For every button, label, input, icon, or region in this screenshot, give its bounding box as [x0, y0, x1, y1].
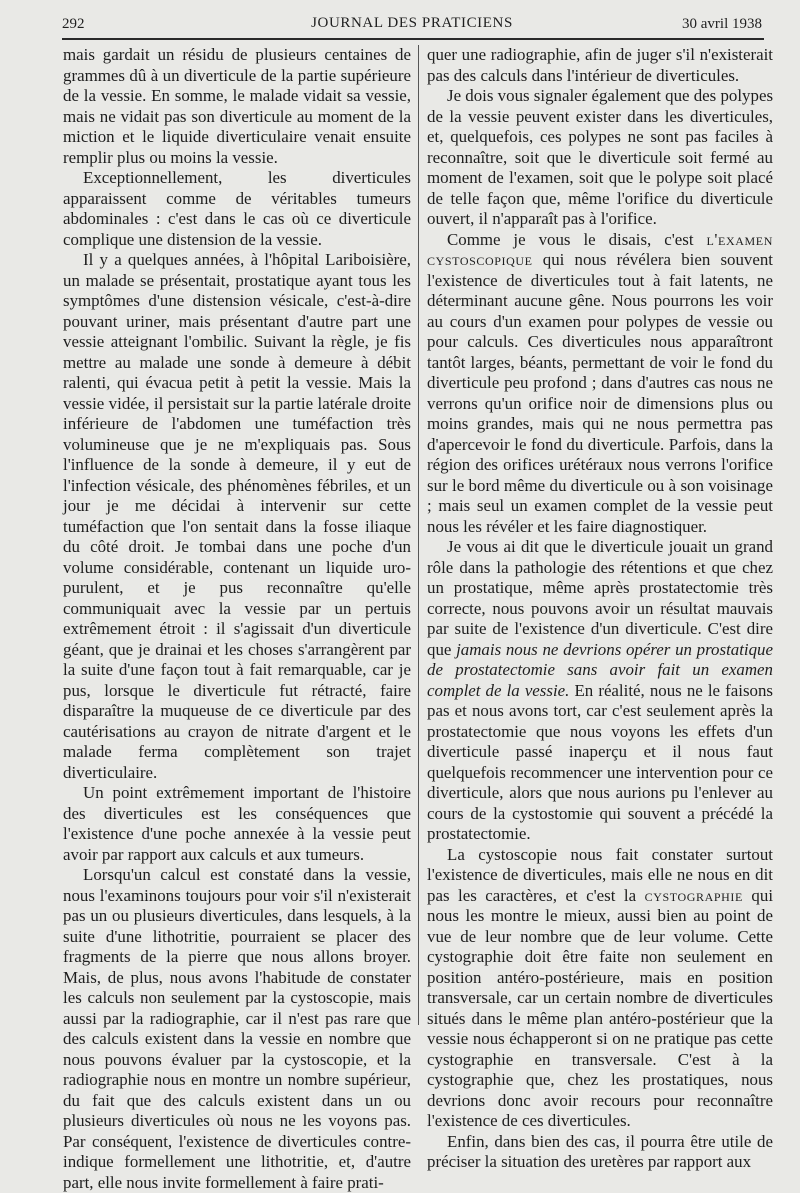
paragraph — [427, 537, 773, 845]
issue-date: 30 avril 1938 — [682, 16, 762, 32]
left-column — [63, 45, 411, 1192]
small-caps-term: cystographie — [644, 885, 743, 905]
text-run: qui nous révélera bien souvent l'existence de diverticules tout à fait latents, ne déterminant aucune gêne. Nous pourrons les voir au cours d'un examen pour polypes de vessie ou pour calculs. Ces diverticules nous apparaîtront tantôt larges, béants, permettant de voir le fond du diverticule peu profond ; dans d'autres cas nous ne verrons qu'un orifice noir de dimensions plus ou moins grandes, mais qui ne nous permettra pas d'apercevoir le fond du diverticule. Parfois, dans la région des orifices urétéraux nous verrons l'orifice sur le bord même du diverticule ou à son voisinage ; mais seul un examen complet de la vessie peut nous les révéler et les faire diagnostiquer. — [427, 250, 773, 536]
text-run: qui nous les montre le mieux, aussi bien au point de vue de leur nombre que de leur volume. Cette cystographie doit être faite non seulement en position antéro-postérieure, mais en position transversale, car un certain nombre de diverticules situés dans le même plan antéro-postérieur que la vessie nous échapperont si on ne pratique pas cette cystographie en transversale. C'est à la cystographie que, chez les prostatiques, nous devrions donc avoir recours pour reconnaître l'existence de ces diverticules. — [427, 885, 774, 1130]
text-run: Comme je vous le disais, c'est — [447, 229, 707, 249]
paragraph: quer une radiographie, afin de juger s'il n'existerait pas des calculs dans l'intérieur de diverticules. — [427, 45, 773, 85]
running-header — [62, 14, 762, 36]
paragraph — [427, 230, 773, 538]
paragraph: Un point extrêmement important de l'histoire des diverticules est les conséquences que l'existence d'une poche annexée à la vessie peut avoir par rapport aux calculs et aux tumeurs. — [63, 783, 411, 864]
paragraph: Je dois vous signaler également que des polypes de la vessie peuvent exister dans les diverticules, et, quelquefois, ces polypes ne sont pas faciles à reconnaître, soit que le diverticule soit fermé au moment de l'examen, soit que le polype soit placé de telle façon que, même l'orifice du diverticule ouvert, il n'apparaît pas à l'orifice. — [427, 86, 774, 228]
small-caps-term: l'examen cystoscopique — [427, 229, 773, 269]
paragraph: Il y a quelques années, à l'hôpital Lariboisière, un malade se présentait, prostatique ayant tous les symptômes d'une distension vésicale, c'est-à-dire pouvant uriner, mais présentant d'autre part une vessie atteignant l'ombilic. Suivant la règle, je fis mettre au malade une sonde à demeure à débit ralenti, qui évacua petit à petit la vessie. Mais la vessie vidée, il persistait sur la partie latérale droite inférieure de l'abdomen une tuméfaction très volumineuse que je ne m'expliquais pas. Sous l'influence de la sonde à demeure, il y eut de l'infection vésicale, des phénomènes fébriles, et un jour je me décidai à intervenir sur cette tuméfaction que l'on sentait dans la fosse iliaque du côté droit. Je tombai dans une poche d'un volume considérable, contenant un liquide uro-purulent, et je pus reconnaître qu'elle communiquait avec la vessie par un pertuis extrêmement étroit : il s'agissait d'un diverticule géant, que je drainai et les choses s'arrangèrent par la suite d'une façon tout à fait remarquable, car je pus, lorsque le diverticule fut rétracté, faire disparaître la muqueuse de ce diverticule par des cautérisations au crayon de nitrate d'argent et le malade ferma complètement son trajet diverticulaire. — [63, 250, 411, 782]
paragraph: Lorsqu'un calcul est constaté dans la vessie, nous l'examinons toujours pour voir s'il n'existerait pas un ou plusieurs diverticules, dans lesquels, à la suite d'une lithotritie, pourraient se placer des fragments de la pierre que nous allons broyer. Mais, de plus, nous avons l'habitude de constater les calculs non seulement par la cystoscopie, mais aussi par la radiographie, car il n'est pas rare que des calculs existent dans la vessie en nombre que nous pouvons évaluer par la cystoscopie, et la radiographie nous en montre un nombre supérieur, du fait que des calculs existent dans un ou plusieurs diverticules où nous ne les voyons pas. Par conséquent, l'existence de diverticules contre-indique formellement une lithotritie, et, d'autre part, elle nous invite formellement à faire prati- — [63, 865, 411, 1192]
page-number: 292 — [62, 16, 85, 32]
text-run: En réalité, nous ne le faisons pas et nous avons tort, car c'est seulement après la prostatectomie que nous voyons les effets d'un diverticule passé inaperçu et il nous faut quelquefois recommencer une intervention pour ce diverticule, alors que nous aurions pu l'enlever au cours de la cystostomie qui souvent a précédé la prostatectomie. — [427, 680, 773, 843]
text-run: La cystoscopie nous fait constater surtout l'existence de diverticules, mais elle ne nous en dit pas les caractères, et c'est la — [427, 844, 773, 905]
paragraph: Enfin, dans bien des cas, il pourra être utile de préciser la situation des uretères par rapport aux — [427, 1131, 773, 1171]
text-run: Je vous ai dit que le diverticule jouait un grand rôle dans la pathologie des rétentions et que chez un prostatique, même après prostatectomie très correcte, nous pouvons avoir un résultat mauvais par suite de l'existence d'un diverticule. C'est dire que — [427, 537, 773, 659]
journal-title: JOURNAL DES PRATICIENS — [311, 15, 513, 31]
right-column — [427, 45, 774, 1171]
italic-emphasis: jamais nous ne devrions opérer un prostatique de prostatectomie sans avoir fait un examen complet de la vessie. — [427, 639, 773, 700]
column-divider — [418, 45, 419, 1025]
paragraph: mais gardait un résidu de plusieurs centaines de grammes dû à un diverticule de la partie supérieure de la vessie. En somme, le malade vidait sa vessie, mais ne vidait pas son diverticule au moment de la miction et le liquide diverticulaire venait ensuite remplir plus ou moins la vessie. — [63, 45, 411, 167]
header-rule — [62, 38, 764, 40]
paragraph — [427, 845, 773, 1132]
paragraph: Exceptionnellement, les diverticules apparaissent comme de véritables tumeurs abdominales : c'est dans le cas où ce diverticule complique une distension de la vessie. — [63, 168, 411, 249]
